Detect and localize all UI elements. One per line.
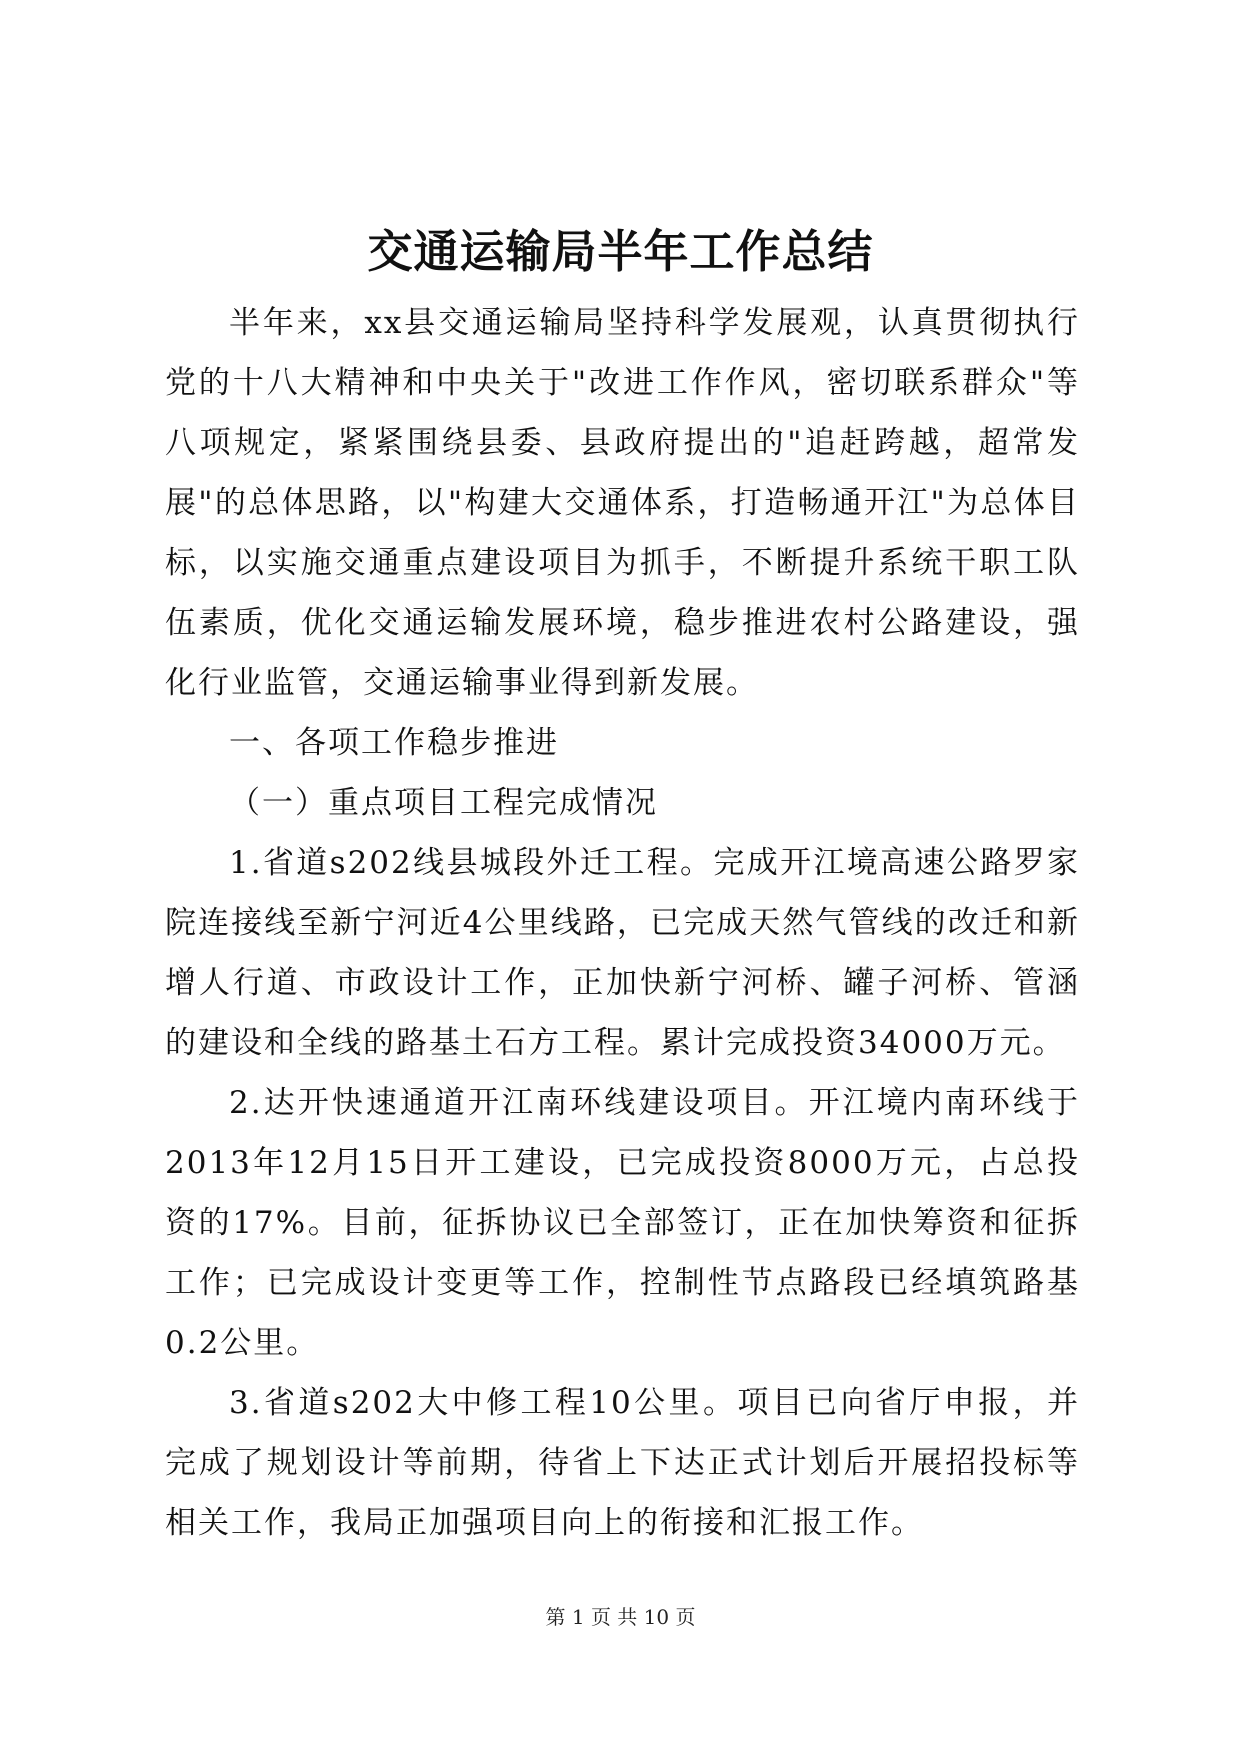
subsection-heading: （一）重点项目工程完成情况 bbox=[229, 785, 658, 821]
page-footer: 第 1 页 共 10 页 bbox=[545, 1605, 696, 1629]
document-title: 交通运输局半年工作总结 bbox=[367, 225, 874, 278]
section-heading: 一、各项工作稳步推进 bbox=[229, 725, 559, 761]
item-paragraph-2: 2.达开快速通道开江南环线建设项目。开江境内南环线于2013年12月15日开工建设，已完成投资8000万元，占总投资的17%。目前，征拆协议已全部签订，正在加快筹资和征拆工作；已完成设计变更等工作，控制性节点路段已经填筑路基0.2公里。 bbox=[165, 1085, 1080, 1361]
item-paragraph-1: 1.省道s202线县城段外迁工程。完成开江境高速公路罗家院连接线至新宁河近4公里线路，已完成天然气管线的改迁和新增人行道、市政设计工作，正加快新宁河桥、罐子河桥、管涵的建设和全线的路基土石方工程。累计完成投资34000万元。 bbox=[165, 845, 1080, 1061]
intro-paragraph: 半年来，xx县交通运输局坚持科学发展观，认真贯彻执行党的十八大精神和中央关于"改进工作作风，密切联系群众"等八项规定，紧紧围绕县委、县政府提出的"追赶跨越，超常发展"的总体思路，以"构建大交通体系，打造畅通开江"为总体目标，以实施交通重点建设项目为抓手，不断提升系统干职工队伍素质，优化交通运输发展环境，稳步推进农村公路建设，强化行业监管，交通运输事业得到新发展。 bbox=[165, 305, 1080, 701]
item-paragraph-3: 3.省道s202大中修工程10公里。项目已向省厅申报，并完成了规划设计等前期，待省上下达正式计划后开展招投标等相关工作，我局正加强项目向上的衔接和汇报工作。 bbox=[165, 1385, 1080, 1541]
document-body bbox=[165, 293, 1080, 1553]
